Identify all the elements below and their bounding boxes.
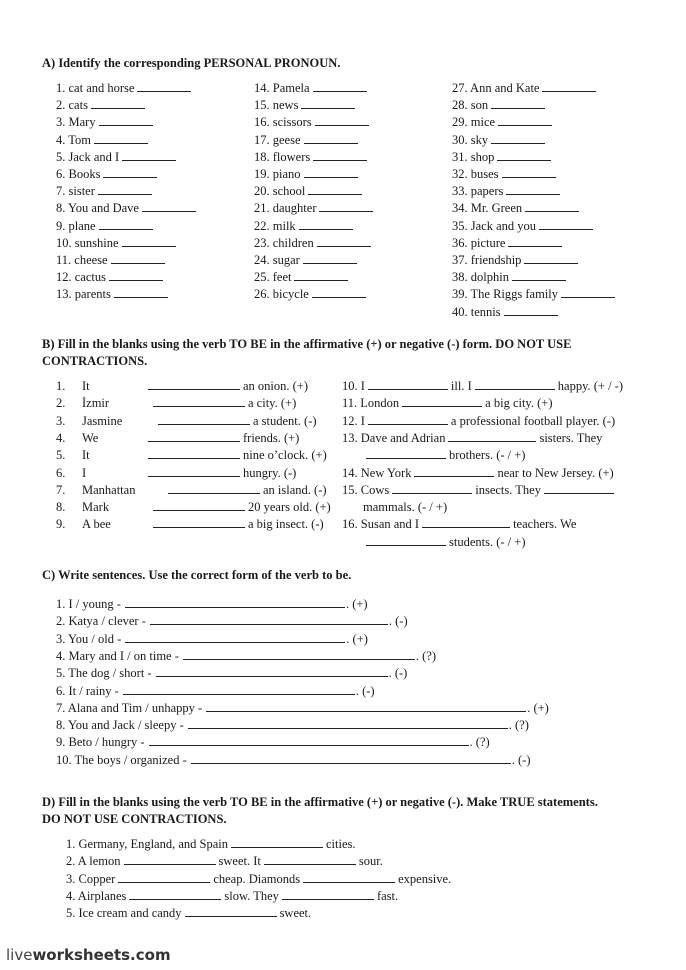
answer-blank[interactable] bbox=[313, 149, 367, 161]
item-label: 2. cats bbox=[56, 98, 88, 113]
fill-item bbox=[56, 430, 299, 447]
item-label: 3. Mary bbox=[56, 115, 96, 130]
sentence-mark: . (?) bbox=[469, 735, 490, 750]
sentence-mark: . (-) bbox=[511, 752, 531, 767]
item-rest: a big insect. (-) bbox=[248, 517, 324, 532]
item-label: 31. shop bbox=[452, 149, 495, 164]
item-number: 5. bbox=[56, 448, 66, 463]
answer-blank[interactable] bbox=[491, 132, 545, 144]
section-a-heading: A) Identify the corresponding PERSONAL PRONOUN. bbox=[42, 56, 341, 70]
fill-item bbox=[56, 447, 327, 464]
section-b-heading-line2: CONTRACTIONS. bbox=[42, 354, 148, 368]
item-label: 19. piano bbox=[254, 167, 301, 181]
answer-blank[interactable] bbox=[158, 413, 250, 425]
item-label: 13. parents bbox=[56, 287, 111, 302]
item-text: 14. New York bbox=[342, 465, 412, 480]
pronoun-item bbox=[56, 286, 171, 303]
answer-blank[interactable] bbox=[153, 516, 245, 528]
sentence-item bbox=[56, 717, 529, 734]
sentence-prompt: 10. The boys / organized - bbox=[56, 752, 187, 767]
pronoun-item bbox=[452, 132, 548, 149]
answer-blank[interactable] bbox=[319, 200, 373, 212]
answer-blank[interactable] bbox=[129, 888, 221, 900]
item-rest: 20 years old. (+) bbox=[248, 500, 331, 515]
answer-blank[interactable] bbox=[148, 447, 240, 459]
pronoun-item bbox=[56, 97, 148, 114]
answer-blank[interactable] bbox=[99, 114, 153, 126]
item-label: 8. You and Dave bbox=[56, 201, 139, 216]
answer-blank[interactable] bbox=[123, 683, 355, 695]
pronoun-item bbox=[56, 252, 168, 269]
item-label: 1. cat and horse bbox=[56, 81, 135, 95]
item-label: 10. sunshine bbox=[56, 235, 119, 250]
item-label: 21. daughter bbox=[254, 201, 317, 216]
item-number: 9. bbox=[56, 517, 66, 532]
answer-blank[interactable] bbox=[183, 648, 415, 660]
item-rest: friends. (+) bbox=[243, 430, 300, 445]
sentence-mark: . (-) bbox=[388, 614, 408, 629]
answer-blank[interactable] bbox=[366, 447, 446, 459]
fill-item bbox=[56, 465, 296, 482]
pronoun-item bbox=[56, 149, 179, 166]
answer-blank[interactable] bbox=[402, 395, 482, 407]
item-label: 39. The Riggs family bbox=[452, 287, 559, 302]
item-text: 2. A lemon bbox=[66, 854, 121, 869]
sentence-prompt: 8. You and Jack / sleepy - bbox=[56, 718, 184, 733]
item-text: expensive. bbox=[398, 871, 452, 886]
item-rest: an onion. (+) bbox=[243, 379, 309, 393]
answer-blank[interactable] bbox=[125, 596, 345, 608]
answer-blank[interactable] bbox=[191, 752, 511, 764]
item-label: 23. children bbox=[254, 235, 314, 250]
answer-blank[interactable] bbox=[150, 613, 388, 625]
sentence-mark: . (+) bbox=[346, 631, 368, 646]
fill-item bbox=[363, 534, 525, 551]
fill-item bbox=[342, 378, 623, 395]
item-label: 27. Ann and Kate bbox=[452, 81, 540, 95]
item-label: 36. picture bbox=[452, 235, 506, 250]
item-subject: A bee bbox=[82, 517, 111, 532]
item-number: 3. bbox=[56, 413, 66, 428]
answer-blank[interactable] bbox=[168, 482, 260, 494]
answer-blank[interactable] bbox=[508, 235, 562, 247]
item-text: sweet. bbox=[279, 906, 312, 921]
item-label: 16. scissors bbox=[254, 115, 312, 130]
answer-blank[interactable] bbox=[142, 200, 196, 212]
pronoun-item bbox=[254, 286, 369, 303]
sentence-prompt: 4. Mary and I / on time - bbox=[56, 648, 179, 663]
pronoun-item bbox=[452, 183, 563, 200]
answer-blank[interactable] bbox=[185, 905, 277, 917]
answer-blank[interactable] bbox=[109, 269, 163, 281]
answer-blank[interactable] bbox=[122, 235, 176, 247]
item-label: 11. cheese bbox=[56, 253, 108, 267]
pronoun-item bbox=[56, 218, 156, 235]
sentence-item bbox=[56, 631, 368, 648]
answer-blank[interactable] bbox=[304, 166, 358, 178]
item-text: sweet. It bbox=[218, 854, 261, 869]
pronoun-item bbox=[56, 166, 160, 183]
item-rest: a city. (+) bbox=[248, 396, 297, 411]
item-label: 25. feet bbox=[254, 270, 292, 285]
sentence-item bbox=[56, 752, 531, 769]
answer-blank[interactable] bbox=[149, 734, 469, 746]
pronoun-item bbox=[452, 286, 618, 303]
answer-blank[interactable] bbox=[504, 304, 558, 316]
answer-blank[interactable] bbox=[498, 114, 552, 126]
item-number: 7. bbox=[56, 482, 66, 497]
item-label: 15. news bbox=[254, 98, 299, 113]
item-label: 5. Jack and I bbox=[56, 149, 120, 164]
answer-blank[interactable] bbox=[122, 149, 176, 161]
item-label: 28. son bbox=[452, 98, 489, 113]
answer-blank[interactable] bbox=[368, 413, 448, 425]
answer-blank[interactable] bbox=[282, 888, 374, 900]
answer-blank[interactable] bbox=[422, 516, 510, 528]
answer-blank[interactable] bbox=[264, 853, 356, 865]
answer-blank[interactable] bbox=[544, 482, 614, 494]
fill-item bbox=[56, 378, 308, 395]
item-subject: Jasmine bbox=[82, 413, 123, 428]
item-number: 2. bbox=[56, 396, 66, 411]
answer-blank[interactable] bbox=[125, 631, 345, 643]
pronoun-item bbox=[452, 304, 561, 321]
section-d-heading-line1: D) Fill in the blanks using the verb TO BE in the affirmative (+) or negative (-). Make TRUE statements. bbox=[42, 795, 598, 809]
answer-blank[interactable] bbox=[137, 80, 191, 92]
answer-blank[interactable] bbox=[118, 871, 210, 883]
item-subject: It bbox=[82, 448, 90, 463]
pronoun-item bbox=[254, 252, 360, 269]
pronoun-item bbox=[452, 80, 599, 97]
answer-blank[interactable] bbox=[542, 80, 596, 92]
item-number: 6. bbox=[56, 465, 66, 480]
item-subject: Mark bbox=[82, 500, 110, 515]
section-b-heading-line1: B) Fill in the blanks using the verb TO BE in the affirmative (+) or negative (-) form. DO NOT USE bbox=[42, 337, 572, 351]
pronoun-item bbox=[452, 166, 559, 183]
true-statement-item bbox=[66, 836, 356, 853]
pronoun-item bbox=[452, 269, 569, 286]
answer-blank[interactable] bbox=[366, 534, 446, 546]
answer-blank[interactable] bbox=[368, 378, 448, 390]
answer-blank[interactable] bbox=[91, 97, 145, 109]
item-label: 24. sugar bbox=[254, 253, 300, 267]
item-label: 12. cactus bbox=[56, 270, 106, 285]
item-text: insects. They bbox=[475, 482, 541, 497]
item-text: 12. I bbox=[342, 413, 365, 428]
answer-blank[interactable] bbox=[111, 252, 165, 264]
item-subject: İzmir bbox=[82, 396, 110, 411]
item-text: cities. bbox=[326, 837, 356, 851]
pronoun-item bbox=[254, 218, 356, 235]
answer-blank[interactable] bbox=[156, 665, 388, 677]
answer-blank[interactable] bbox=[148, 378, 240, 390]
fill-item bbox=[56, 395, 296, 412]
item-rest: hungry. (-) bbox=[243, 465, 297, 480]
answer-blank[interactable] bbox=[153, 395, 245, 407]
answer-blank[interactable] bbox=[448, 430, 536, 442]
pronoun-item bbox=[452, 97, 548, 114]
pronoun-item bbox=[56, 132, 151, 149]
fill-item bbox=[342, 395, 553, 412]
sentence-mark: . (?) bbox=[415, 648, 437, 663]
item-text: 4. Airplanes bbox=[66, 888, 127, 903]
item-label: 38. dolphin bbox=[452, 270, 509, 285]
item-text: happy. (+ / -) bbox=[557, 379, 624, 393]
item-number: 1. bbox=[56, 379, 66, 393]
item-text: mammals. (- / +) bbox=[363, 500, 448, 515]
item-label: 35. Jack and you bbox=[452, 218, 537, 233]
item-rest: an island. (-) bbox=[263, 482, 327, 497]
true-statement-item bbox=[66, 905, 311, 922]
item-label: 6. Books bbox=[56, 167, 101, 181]
answer-blank[interactable] bbox=[94, 132, 148, 144]
answer-blank[interactable] bbox=[188, 717, 508, 729]
item-text: 15. Cows bbox=[342, 482, 390, 497]
true-statement-item bbox=[66, 871, 451, 888]
sentence-prompt: 2. Katya / clever - bbox=[56, 614, 146, 629]
sentence-mark: . (+) bbox=[345, 597, 368, 611]
answer-blank[interactable] bbox=[414, 465, 494, 477]
answer-blank[interactable] bbox=[308, 183, 362, 195]
item-text: ill. I bbox=[450, 379, 472, 393]
answer-blank[interactable] bbox=[502, 166, 556, 178]
item-rest: a student. (-) bbox=[253, 413, 317, 428]
sentence-prompt: 3. You / old - bbox=[56, 631, 122, 646]
answer-blank[interactable] bbox=[506, 183, 560, 195]
pronoun-item bbox=[254, 200, 376, 217]
item-subject: We bbox=[82, 430, 99, 445]
item-text: a big city. (+) bbox=[485, 396, 553, 411]
sentence-mark: . (-) bbox=[355, 683, 375, 698]
item-text: teachers. We bbox=[513, 517, 577, 532]
fill-item bbox=[56, 482, 327, 499]
pronoun-item bbox=[254, 149, 370, 166]
item-label: 33. papers bbox=[452, 184, 504, 199]
answer-blank[interactable] bbox=[103, 166, 157, 178]
pronoun-item bbox=[254, 80, 370, 97]
sentence-mark: . (-) bbox=[388, 666, 408, 681]
item-text: fast. bbox=[376, 888, 399, 903]
item-label: 40. tennis bbox=[452, 304, 501, 319]
item-text: 1. Germany, England, and Spain bbox=[66, 837, 228, 851]
answer-blank[interactable] bbox=[525, 200, 579, 212]
item-text: 13. Dave and Adrian bbox=[342, 430, 446, 445]
fill-item bbox=[342, 482, 617, 499]
answer-blank[interactable] bbox=[299, 218, 353, 230]
item-label: 14. Pamela bbox=[254, 81, 310, 95]
item-text: cheap. Diamonds bbox=[213, 871, 301, 886]
item-text: 10. I bbox=[342, 379, 365, 393]
answer-blank[interactable] bbox=[124, 853, 216, 865]
section-d-heading-line2: DO NOT USE CONTRACTIONS. bbox=[42, 812, 227, 826]
item-subject: It bbox=[82, 379, 90, 393]
sentence-prompt: 9. Beto / hungry - bbox=[56, 735, 145, 750]
pronoun-item bbox=[254, 97, 358, 114]
item-label: 29. mice bbox=[452, 115, 496, 130]
answer-blank[interactable] bbox=[497, 149, 551, 161]
item-text: 11. London bbox=[342, 396, 400, 411]
sentence-item bbox=[56, 613, 408, 630]
logo-bold-text: worksheets bbox=[32, 946, 131, 964]
fill-item bbox=[342, 516, 576, 533]
answer-blank[interactable] bbox=[539, 218, 593, 230]
item-label: 4. Tom bbox=[56, 132, 92, 147]
pronoun-item bbox=[254, 235, 374, 252]
pronoun-item bbox=[56, 80, 194, 97]
sentence-prompt: 1. I / young - bbox=[56, 597, 121, 611]
fill-item bbox=[363, 447, 525, 464]
logo-light-text: live bbox=[6, 946, 33, 964]
pronoun-item bbox=[452, 235, 565, 252]
sentence-item bbox=[56, 734, 490, 751]
sentence-prompt: 7. Alana and Tim / unhappy - bbox=[56, 700, 203, 715]
item-text: brothers. (- / +) bbox=[449, 448, 526, 463]
sentence-mark: . (?) bbox=[508, 718, 529, 733]
item-label: 18. flowers bbox=[254, 149, 311, 164]
pronoun-item bbox=[452, 218, 596, 235]
item-text: near to New Jersey. (+) bbox=[497, 465, 614, 480]
item-rest: nine o’clock. (+) bbox=[243, 448, 327, 463]
pronoun-item bbox=[56, 183, 155, 200]
item-label: 34. Mr. Green bbox=[452, 201, 523, 216]
fill-item bbox=[342, 465, 614, 482]
item-text: sour. bbox=[358, 854, 383, 869]
item-label: 17. geese bbox=[254, 132, 301, 147]
item-label: 37. friendship bbox=[452, 253, 522, 267]
pronoun-item bbox=[56, 114, 156, 131]
item-number: 4. bbox=[56, 430, 66, 445]
item-label: 20. school bbox=[254, 184, 306, 199]
sentence-prompt: 5. The dog / short - bbox=[56, 666, 152, 681]
answer-blank[interactable] bbox=[304, 132, 358, 144]
fill-item bbox=[56, 499, 331, 516]
answer-blank[interactable] bbox=[524, 252, 578, 264]
logo-tail-text: .com bbox=[130, 946, 171, 964]
answer-blank[interactable] bbox=[491, 97, 545, 109]
fill-item bbox=[342, 430, 602, 447]
sentence-mark: . (+) bbox=[527, 700, 549, 715]
item-text: students. (- / +) bbox=[449, 534, 526, 549]
answer-blank[interactable] bbox=[512, 269, 566, 281]
pronoun-item bbox=[254, 269, 351, 286]
item-text: a professional football player. (-) bbox=[450, 413, 616, 428]
fill-item bbox=[363, 499, 447, 516]
pronoun-item bbox=[452, 200, 582, 217]
fill-item bbox=[56, 413, 317, 430]
item-text: 16. Susan and I bbox=[342, 517, 420, 532]
answer-blank[interactable] bbox=[98, 183, 152, 195]
answer-blank[interactable] bbox=[315, 114, 369, 126]
true-statement-item bbox=[66, 888, 398, 905]
answer-blank[interactable] bbox=[561, 286, 615, 298]
answer-blank[interactable] bbox=[231, 836, 323, 848]
pronoun-item bbox=[254, 183, 365, 200]
answer-blank[interactable] bbox=[148, 465, 240, 477]
answer-blank[interactable] bbox=[99, 218, 153, 230]
pronoun-item bbox=[452, 149, 554, 166]
pronoun-item bbox=[254, 132, 361, 149]
item-text: sisters. They bbox=[539, 430, 603, 445]
pronoun-item bbox=[56, 269, 166, 286]
sentence-prompt: 6. It / rainy - bbox=[56, 683, 119, 698]
fill-item bbox=[342, 413, 615, 430]
answer-blank[interactable] bbox=[301, 97, 355, 109]
answer-blank[interactable] bbox=[317, 235, 371, 247]
pronoun-item bbox=[452, 252, 581, 269]
pronoun-item bbox=[56, 235, 179, 252]
pronoun-item bbox=[56, 200, 199, 217]
item-subject: Manhattan bbox=[82, 482, 136, 497]
answer-blank[interactable] bbox=[114, 286, 168, 298]
sentence-item bbox=[56, 596, 368, 613]
item-text: 5. Ice cream and candy bbox=[66, 906, 182, 921]
section-c-heading: C) Write sentences. Use the correct form of the verb to be. bbox=[42, 568, 352, 582]
answer-blank[interactable] bbox=[206, 700, 526, 712]
sentence-item bbox=[56, 683, 375, 700]
answer-blank[interactable] bbox=[392, 482, 472, 494]
sentence-item bbox=[56, 665, 407, 682]
answer-blank[interactable] bbox=[303, 871, 395, 883]
fill-item bbox=[56, 516, 324, 533]
sentence-item bbox=[56, 700, 549, 717]
sentence-item bbox=[56, 648, 436, 665]
answer-blank[interactable] bbox=[312, 286, 366, 298]
liveworksheets-logo bbox=[6, 946, 171, 964]
answer-blank[interactable] bbox=[313, 80, 367, 92]
item-label: 22. milk bbox=[254, 218, 296, 233]
item-subject: I bbox=[82, 465, 87, 480]
item-text: 3. Copper bbox=[66, 871, 116, 886]
pronoun-item bbox=[254, 166, 361, 183]
pronoun-item bbox=[452, 114, 555, 131]
true-statement-item bbox=[66, 853, 383, 870]
answer-blank[interactable] bbox=[153, 499, 245, 511]
answer-blank[interactable] bbox=[148, 430, 240, 442]
item-label: 26. bicycle bbox=[254, 287, 309, 302]
pronoun-item bbox=[254, 114, 372, 131]
answer-blank[interactable] bbox=[294, 269, 348, 281]
item-label: 32. buses bbox=[452, 167, 499, 181]
item-number: 8. bbox=[56, 500, 66, 515]
answer-blank[interactable] bbox=[303, 252, 357, 264]
item-text: slow. They bbox=[224, 888, 279, 903]
item-label: 9. plane bbox=[56, 218, 96, 233]
item-label: 30. sky bbox=[452, 132, 489, 147]
item-label: 7. sister bbox=[56, 184, 95, 199]
answer-blank[interactable] bbox=[475, 378, 555, 390]
